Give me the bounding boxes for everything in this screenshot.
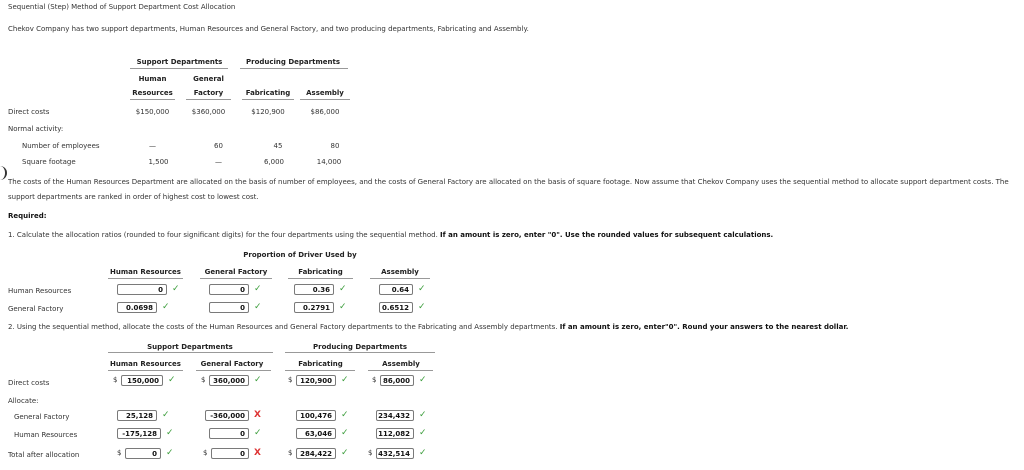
divider: [300, 99, 350, 100]
question-2: [8, 323, 848, 331]
cross-icon: X: [254, 448, 261, 458]
col-gf-line1: General: [193, 75, 224, 83]
col-hr-line2: Resources: [132, 89, 173, 97]
check-icon: ✓: [339, 302, 347, 312]
intro-text: Chekov Company has two support departments, Human Resources and General Factory, and two producing departments, Fabricating and Assembly.: [8, 25, 529, 33]
t3-direct-asm-input[interactable]: 86,000: [380, 375, 414, 386]
check-icon: ✓: [166, 448, 174, 458]
t3-hr-gf-input[interactable]: 0: [209, 428, 249, 439]
t3-hr-hr-input[interactable]: -175,128: [117, 428, 161, 439]
dollar-sign: $: [288, 376, 293, 384]
check-icon: ✓: [341, 410, 349, 420]
divider: [196, 370, 271, 371]
dollar-sign: $: [201, 376, 206, 384]
proportion-header: Proportion of Driver Used by: [243, 251, 357, 259]
divider: [108, 352, 273, 353]
ratio-gf-hr-input[interactable]: 0.0698: [117, 302, 157, 313]
check-icon: ✓: [172, 284, 180, 294]
direct-gf: $360,000: [191, 108, 226, 116]
check-icon: ✓: [254, 428, 262, 438]
t3-total-hr-input[interactable]: 0: [125, 448, 161, 459]
sq-hr: 1,500: [148, 158, 169, 166]
t3-total-asm-input[interactable]: 432,514: [376, 448, 414, 459]
check-icon: ✓: [254, 284, 262, 294]
check-icon: ✓: [418, 302, 426, 312]
check-icon: ✓: [341, 448, 349, 458]
ratio-hr-fab-input[interactable]: 0.36: [294, 284, 334, 295]
dollar-sign: $: [113, 376, 118, 384]
ratio-hr-hr-input[interactable]: 0: [117, 284, 167, 295]
divider: [242, 99, 294, 100]
producing-departments-header: Producing Departments: [246, 58, 340, 66]
col-asm: Assembly: [306, 89, 344, 97]
emp-asm: 80: [330, 142, 340, 150]
q2-text: 2. Using the sequential method, allocate the costs of the Human Resources and General Factory departments to the Fabricating and Assembly departments.: [8, 323, 560, 331]
dollar-sign: $: [288, 449, 293, 457]
t3-direct-fab-input[interactable]: 120,900: [296, 375, 336, 386]
t2-col-gf: General Factory: [204, 268, 268, 276]
divider: [200, 278, 272, 279]
check-icon: ✓: [341, 428, 349, 438]
t2-col-asm: Assembly: [381, 268, 419, 276]
ratio-gf-fab-input[interactable]: 0.2791: [294, 302, 334, 313]
divider: [370, 278, 430, 279]
check-icon: ✓: [419, 410, 427, 420]
direct-costs-label: Direct costs: [8, 108, 50, 116]
employees-label: Number of employees: [22, 142, 100, 150]
t3-direct-gf-input[interactable]: 360,000: [209, 375, 249, 386]
t3-allocate-label: Allocate:: [8, 397, 39, 405]
t3-col-asm: Assembly: [382, 360, 420, 368]
bracket-mark: [0, 166, 7, 180]
square-footage-label: Square footage: [22, 158, 76, 166]
divider: [130, 68, 228, 69]
t2-col-hr: Human Resources: [110, 268, 181, 276]
t3-gf-hr-input[interactable]: 25,128: [117, 410, 157, 421]
dollar-sign: $: [117, 449, 122, 457]
t3-col-gf: General Factory: [200, 360, 264, 368]
check-icon: ✓: [168, 375, 176, 385]
question-1: [8, 231, 773, 239]
check-icon: ✓: [418, 284, 426, 294]
emp-fab: 45: [273, 142, 283, 150]
t3-direct-label: Direct costs: [8, 379, 50, 387]
paragraph-line1: The costs of the Human Resources Department are allocated on the basis of number of employees, and the costs of General Factory are allocated on the basis of square footage. Now assume that Chekov Company uses the sequential method to allocate support department costs. The: [8, 178, 1009, 186]
check-icon: ✓: [162, 410, 170, 420]
direct-hr: $150,000: [135, 108, 170, 116]
q2-instruction: If an amount is zero, enter"0". Round your answers to the nearest dollar.: [559, 323, 849, 331]
divider: [368, 370, 433, 371]
check-icon: ✓: [419, 428, 427, 438]
dollar-sign: $: [203, 449, 208, 457]
normal-activity-label: Normal activity:: [8, 125, 64, 133]
divider: [285, 352, 435, 353]
sq-asm: 14,000: [316, 158, 342, 166]
t3-total-fab-input[interactable]: 284,422: [296, 448, 336, 459]
check-icon: ✓: [341, 375, 349, 385]
check-icon: ✓: [166, 428, 174, 438]
divider: [240, 68, 348, 69]
cross-icon: X: [254, 410, 261, 420]
direct-fab: $120,900: [251, 108, 285, 116]
page-title: Sequential (Step) Method of Support Department Cost Allocation: [8, 3, 236, 11]
col-gf-line2: Factory: [193, 89, 224, 97]
q1-instruction: If an amount is zero, enter "0". Use the rounded values for subsequent calculations.: [440, 231, 774, 239]
emp-gf: 60: [214, 142, 223, 150]
t3-hr-label: Human Resources: [14, 431, 78, 439]
t3-gf-asm-input[interactable]: 234,432: [376, 410, 414, 421]
t3-col-hr: Human Resources: [110, 360, 181, 368]
check-icon: ✓: [419, 375, 427, 385]
t3-total-gf-input[interactable]: 0: [211, 448, 249, 459]
t3-producing-header: Producing Departments: [313, 343, 407, 351]
t3-hr-asm-input[interactable]: 112,082: [376, 428, 414, 439]
check-icon: ✓: [254, 375, 262, 385]
t3-col-fab: Fabricating: [298, 360, 343, 368]
paragraph-line2: support departments are ranked in order of highest cost to lowest cost.: [8, 193, 259, 201]
t3-direct-hr-input[interactable]: 150,000: [121, 375, 163, 386]
col-fab: Fabricating: [245, 89, 291, 97]
divider: [288, 278, 353, 279]
t3-support-header: Support Departments: [147, 343, 233, 351]
ratio-gf-asm-input[interactable]: 0.6512: [379, 302, 413, 313]
check-icon: ✓: [162, 302, 170, 312]
check-icon: ✓: [419, 448, 427, 458]
divider: [285, 370, 355, 371]
t3-total-label: Total after allocation: [8, 451, 80, 459]
t3-gf-label: General Factory: [14, 413, 70, 421]
t2-col-fab: Fabricating: [298, 268, 343, 276]
support-departments-header: Support Departments: [136, 58, 223, 66]
divider: [186, 99, 231, 100]
sq-gf: —: [215, 158, 222, 166]
dollar-sign: $: [368, 449, 373, 457]
ratio-gf-gf-input[interactable]: 0: [209, 302, 249, 313]
t2-row-hr-label: Human Resources: [8, 287, 72, 295]
t3-gf-fab-input[interactable]: 100,476: [296, 410, 336, 421]
divider: [108, 278, 183, 279]
dollar-sign: $: [372, 376, 377, 384]
ratio-hr-asm-input[interactable]: 0.64: [379, 284, 413, 295]
divider: [130, 99, 175, 100]
emp-hr: —: [149, 142, 156, 150]
col-hr-line1: Human: [138, 75, 167, 83]
t2-row-gf-label: General Factory: [8, 305, 64, 313]
check-icon: ✓: [254, 302, 262, 312]
check-icon: ✓: [339, 284, 347, 294]
ratio-hr-gf-input[interactable]: 0: [209, 284, 249, 295]
t3-hr-fab-input[interactable]: 63,046: [296, 428, 336, 439]
sq-fab: 6,000: [263, 158, 285, 166]
required-heading: Required:: [8, 212, 47, 220]
t3-gf-gf-input[interactable]: -360,000: [205, 410, 249, 421]
q1-text: 1. Calculate the allocation ratios (rounded to four significant digits) for the four departments using the sequential method.: [8, 231, 441, 239]
direct-asm: $86,000: [310, 108, 340, 116]
divider: [108, 370, 183, 371]
